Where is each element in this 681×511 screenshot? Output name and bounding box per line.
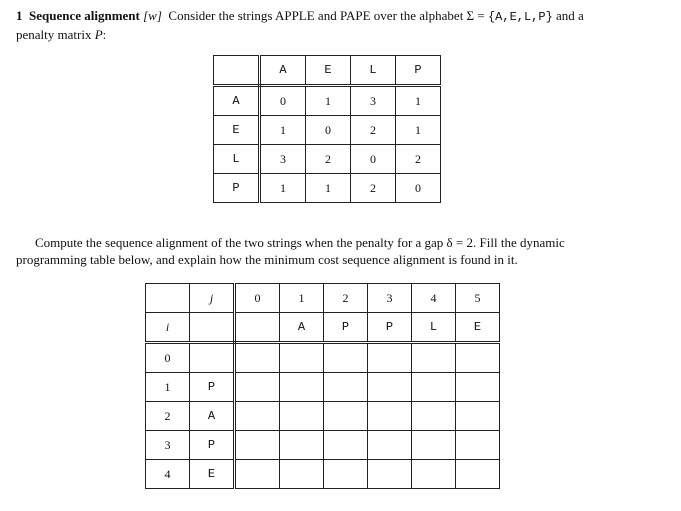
dp-j-index: 5 [456,284,500,313]
penalty-cell: 0 [396,174,441,203]
dp-cell[interactable] [280,373,324,402]
dp-i-char: E [190,460,235,489]
dp-j-char: L [412,313,456,343]
intro-text-a: Consider the strings APPLE and PAPE over the alphabet Σ = [168,8,488,23]
penalty-cell: 2 [396,145,441,174]
instructions-line-1: Compute the sequence alignment of the two strings when the penalty for a gap δ = 2. Fill the dynamic [35,235,565,250]
dp-row [146,431,500,460]
penalty-row [214,116,441,145]
penalty-cell: 1 [306,174,351,203]
intro-line2-b: : [102,27,107,42]
dp-cell[interactable] [368,402,412,431]
penalty-cell: 3 [351,86,396,116]
dp-cell[interactable] [412,343,456,373]
dp-i-index: 2 [146,402,190,431]
penalty-cell: 0 [260,86,306,116]
intro-line2-a: penalty matrix [16,27,95,42]
dp-cell[interactable] [324,373,368,402]
penalty-row [214,174,441,203]
dp-cell[interactable] [456,373,500,402]
dp-j-char: A [280,313,324,343]
penalty-col-header: E [306,56,351,86]
problem-tag: [w] [143,8,162,23]
dp-j-index: 3 [368,284,412,313]
penalty-row [214,86,441,116]
penalty-cell: 1 [260,116,306,145]
dp-cell[interactable] [235,373,280,402]
penalty-row [214,145,441,174]
dp-cell[interactable] [280,431,324,460]
dp-i-char: A [190,402,235,431]
intro-text-b: and a [552,8,584,23]
dp-i-index: 0 [146,343,190,373]
dp-j-index: 0 [235,284,280,313]
dp-cell[interactable] [235,402,280,431]
penalty-row-header: P [214,174,260,203]
dp-cell[interactable] [324,402,368,431]
matrix-variable: P [94,27,103,42]
dp-cell[interactable] [456,402,500,431]
dp-cell[interactable] [412,460,456,489]
dp-j-index: 2 [324,284,368,313]
dp-i-char: P [190,373,235,402]
dp-cell[interactable] [280,402,324,431]
instructions-line-2: programming table below, and explain how the minimum cost sequence alignment is found in it. [16,252,518,267]
dp-cell[interactable] [368,373,412,402]
dp-corner-cell [146,284,190,313]
dp-j-char-row [146,313,500,343]
dp-cell[interactable] [235,431,280,460]
penalty-row-header: L [214,145,260,174]
penalty-row-header: A [214,86,260,116]
penalty-corner-cell [214,56,260,86]
penalty-cell: 1 [260,174,306,203]
penalty-col-header: P [396,56,441,86]
penalty-cell: 1 [396,116,441,145]
penalty-header-row [214,56,441,86]
dp-i-char: P [190,431,235,460]
penalty-cell: 0 [351,145,396,174]
dp-cell[interactable] [368,460,412,489]
dp-cell[interactable] [456,431,500,460]
dp-i-index: 3 [146,431,190,460]
dp-cell[interactable] [324,431,368,460]
penalty-cell: 2 [351,174,396,203]
dp-cell[interactable] [280,343,324,373]
dp-j-label: j [190,284,235,313]
alphabet-set: {A,E,L,P} [487,10,553,24]
problem-number: 1 [16,8,23,23]
dp-row [146,402,500,431]
problem-title: Sequence alignment [29,8,140,23]
penalty-cell: 1 [306,86,351,116]
dp-j-index-row [146,284,500,313]
dp-cell[interactable] [368,343,412,373]
dp-cell[interactable] [412,373,456,402]
penalty-cell: 3 [260,145,306,174]
dp-row [146,343,500,373]
dp-cell[interactable] [280,460,324,489]
penalty-row-header: E [214,116,260,145]
problem-statement [16,7,666,43]
dp-i-char [190,343,235,373]
dp-i-label: i [146,313,190,343]
dp-cell[interactable] [324,460,368,489]
dp-cell[interactable] [412,402,456,431]
dp-cell[interactable] [456,343,500,373]
dp-cell[interactable] [456,460,500,489]
penalty-col-header: L [351,56,396,86]
dp-j-index: 4 [412,284,456,313]
penalty-col-header: A [260,56,306,86]
dp-cell[interactable] [412,431,456,460]
dp-i-index: 4 [146,460,190,489]
dp-i-index: 1 [146,373,190,402]
dp-j-char: E [456,313,500,343]
dp-cell[interactable] [235,460,280,489]
dp-cell[interactable] [324,343,368,373]
dp-corner-blank [190,313,235,343]
dp-j-index: 1 [280,284,324,313]
penalty-cell: 1 [396,86,441,116]
dp-row [146,460,500,489]
dp-row [146,373,500,402]
dp-table [145,283,500,489]
penalty-cell: 2 [351,116,396,145]
dp-j-char: P [324,313,368,343]
instructions-paragraph [16,234,666,268]
dp-j-char: P [368,313,412,343]
penalty-cell: 0 [306,116,351,145]
penalty-matrix-table [213,55,441,203]
dp-cell[interactable] [235,343,280,373]
dp-j-char [235,313,280,343]
penalty-cell: 2 [306,145,351,174]
dp-cell[interactable] [368,431,412,460]
